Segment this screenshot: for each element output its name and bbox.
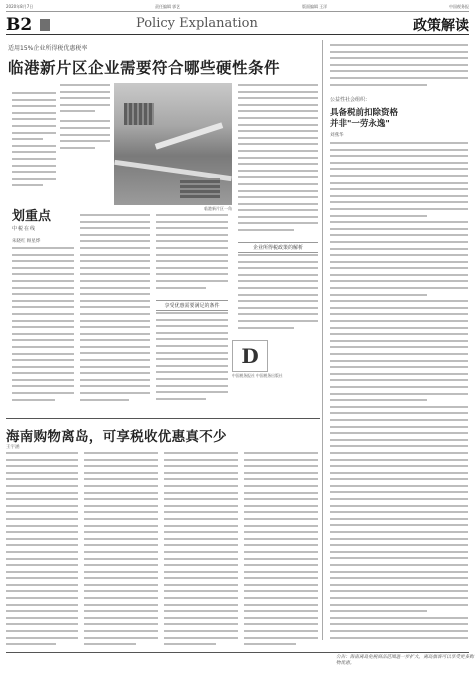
main-article-author: 朱晓红 顾星烨 (12, 239, 41, 244)
aerial-photo (114, 83, 232, 205)
column-divider (322, 40, 323, 640)
article-column-3 (80, 214, 150, 414)
pull-quote-block (60, 84, 110, 194)
bottom-column-1 (6, 452, 78, 650)
right-article-title-line2: 并非"一劳永逸" (330, 119, 390, 129)
date-text: 2020年8月7日 (6, 4, 34, 9)
bottom-strip (6, 652, 474, 682)
subsection-heading-2: 企业所得税政策的解析 (238, 242, 318, 253)
right-column-body (330, 142, 468, 647)
newspaper-name: 中国税务报 (449, 4, 469, 9)
main-article-lead: 适用15%企业所得税优惠税率 (8, 45, 88, 52)
subsection-heading: 享受优惠需要满足的条件 (156, 300, 228, 311)
publisher-text: 中国税务报社 中国税务出版社 (232, 373, 283, 378)
highlight-title: 划重点 (12, 209, 52, 224)
right-article-tag: 公益性社会组织： (330, 97, 371, 103)
highlight-badge (12, 205, 56, 233)
section-divider (6, 418, 320, 419)
page-number-bar (40, 19, 50, 31)
bottom-article-title: 海南购物离岛，可享税收优惠真不少 (6, 429, 227, 445)
page-number: B2 (6, 15, 33, 35)
editor-text: 责任编辑 郭艺 (155, 4, 181, 9)
bottom-caption: 公告：海南离岛免税商品范围进一步扩大，离岛旅客可以享受更多购物优惠。 (336, 655, 474, 667)
page-header (6, 13, 469, 35)
d-logo-icon: D (241, 344, 259, 368)
bottom-column-2 (84, 452, 158, 650)
section-title-chinese: 政策解读 (413, 18, 469, 34)
article-column-5 (156, 312, 228, 412)
article-column-6 (238, 84, 318, 239)
bottom-article-author: 王宇涵 (6, 445, 20, 450)
photo-caption: 临港新片区一角 (204, 206, 232, 211)
article-column-4 (156, 214, 228, 298)
article-column-7 (238, 254, 318, 338)
right-article-author: 刘燕华 (330, 133, 344, 138)
main-article-title: 临港新片区企业需要符合哪些硬性条件 (8, 58, 281, 77)
publisher-logo (232, 340, 268, 372)
right-article-title-line1: 具备税前扣除资格 (330, 108, 399, 118)
article-column-1 (12, 92, 56, 202)
right-column-top (330, 44, 468, 92)
bottom-column-3 (164, 452, 238, 650)
layout-editor-text: 版面编辑 王洋 (302, 4, 328, 9)
highlight-subtitle: 中税在线 (12, 226, 37, 232)
section-title-english: Policy Explanation (136, 16, 258, 31)
article-column-2 (12, 247, 74, 412)
top-meta-line (6, 4, 469, 12)
bottom-column-4 (244, 452, 318, 650)
